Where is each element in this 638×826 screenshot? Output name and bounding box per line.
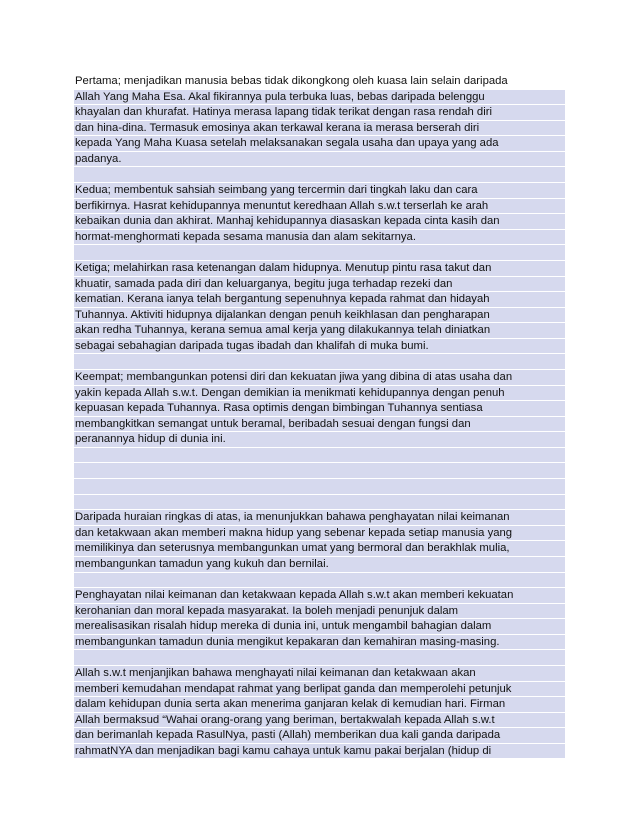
blank-row — [74, 167, 565, 183]
text-line: Ketiga; melahirkan rasa ketenangan dalam hidupnya. Menutup pintu rasa takut dan — [74, 261, 565, 277]
text-line: dan berimanlah kepada RasulNya, pasti (Allah) memberikan dua kali ganda daripada — [74, 728, 565, 744]
text-line: membangunkan tamadun yang kukuh dan bernilai. — [74, 557, 565, 573]
blank-row — [74, 650, 565, 666]
text-line: kebaikan dunia dan akhirat. Manhaj kehidupannya diasaskan kepada cinta kasih dan — [74, 214, 565, 230]
text-line: berfikirnya. Hasrat kehidupannya menuntut keredhaan Allah s.w.t terserlah ke arah — [74, 199, 565, 215]
text-line: hormat-menghormati kepada sesama manusia dan alam sekitarnya. — [74, 230, 565, 246]
text-line: yakin kepada Allah s.w.t. Dengan demikian ia menikmati kehidupannya dengan penuh — [74, 386, 565, 402]
text-line: kepada Yang Maha Kuasa setelah melaksanakan segala usaha dan upaya yang ada — [74, 136, 565, 152]
text-line: khayalan dan khurafat. Hatinya merasa lapang tidak terikat dengan rasa rendah diri — [74, 105, 565, 121]
blank-row — [74, 463, 565, 479]
text-line: Tuhannya. Aktiviti hidupnya dijalankan dengan penuh keikhlasan dan pengharapan — [74, 308, 565, 324]
text-line: memberi kemudahan mendapat rahmat yang berlipat ganda dan memperolehi petunjuk — [74, 682, 565, 698]
text-line: Allah Yang Maha Esa. Akal fikirannya pula terbuka luas, bebas daripada belenggu — [74, 90, 565, 106]
text-line: merealisasikan risalah hidup mereka di dunia ini, untuk mengambil bahagian dalam — [74, 619, 565, 635]
text-line: peranannya hidup di dunia ini. — [74, 432, 565, 448]
blank-row — [74, 573, 565, 589]
blank-row — [74, 495, 565, 511]
text-line: dalam kehidupan dunia serta akan menerima ganjaran kelak di kemudian hari. Firman — [74, 697, 565, 713]
blank-row — [74, 479, 565, 495]
blank-row — [74, 448, 565, 464]
blank-row — [74, 354, 565, 370]
text-line: dan ketakwaan akan memberi makna hidup yang sebenar kepada setiap manusia yang — [74, 526, 565, 542]
text-line: kerohanian dan moral kepada masyarakat. Ia boleh menjadi penunjuk dalam — [74, 604, 565, 620]
text-line: Penghayatan nilai keimanan dan ketakwaan kepada Allah s.w.t akan memberi kekuatan — [74, 588, 565, 604]
text-line: Pertama; menjadikan manusia bebas tidak dikongkong oleh kuasa lain selain daripada — [74, 74, 565, 90]
document-body — [74, 74, 565, 759]
text-line: dan hina-dina. Termasuk emosinya akan terkawal kerana ia merasa berserah diri — [74, 121, 565, 137]
text-line: rahmatNYA dan menjadikan bagi kamu cahaya untuk kamu pakai berjalan (hidup di — [74, 744, 565, 760]
text-line: akan redha Tuhannya, kerana semua amal kerja yang dilakukannya telah diniatkan — [74, 323, 565, 339]
text-line: kematian. Kerana ianya telah bergantung sepenuhnya kepada rahmat dan hidayah — [74, 292, 565, 308]
text-line: Kedua; membentuk sahsiah seimbang yang tercermin dari tingkah laku dan cara — [74, 183, 565, 199]
blank-row — [74, 245, 565, 261]
text-line: sebagai sebahagian daripada tugas ibadah dan khalifah di muka bumi. — [74, 339, 565, 355]
text-line: memilikinya dan seterusnya membangunkan umat yang bermoral dan berakhlak mulia, — [74, 541, 565, 557]
text-line: padanya. — [74, 152, 565, 168]
text-line: membangunkan tamadun dunia mengikut kepakaran dan kemahiran masing-masing. — [74, 635, 565, 651]
text-line: khuatir, samada pada diri dan keluarganya, begitu juga terhadap rezeki dan — [74, 277, 565, 293]
text-line: Daripada huraian ringkas di atas, ia menunjukkan bahawa penghayatan nilai keimanan — [74, 510, 565, 526]
text-line: Allah bermaksud “Wahai orang-orang yang beriman, bertakwalah kepada Allah s.w.t — [74, 713, 565, 729]
text-line: Keempat; membangunkan potensi diri dan kekuatan jiwa yang dibina di atas usaha dan — [74, 370, 565, 386]
text-line: membangkitkan semangat untuk beramal, beribadah sesuai dengan fungsi dan — [74, 417, 565, 433]
text-line: kepuasan kepada Tuhannya. Rasa optimis dengan bimbingan Tuhannya sentiasa — [74, 401, 565, 417]
text-line: Allah s.w.t menjanjikan bahawa menghayati nilai keimanan dan ketakwaan akan — [74, 666, 565, 682]
